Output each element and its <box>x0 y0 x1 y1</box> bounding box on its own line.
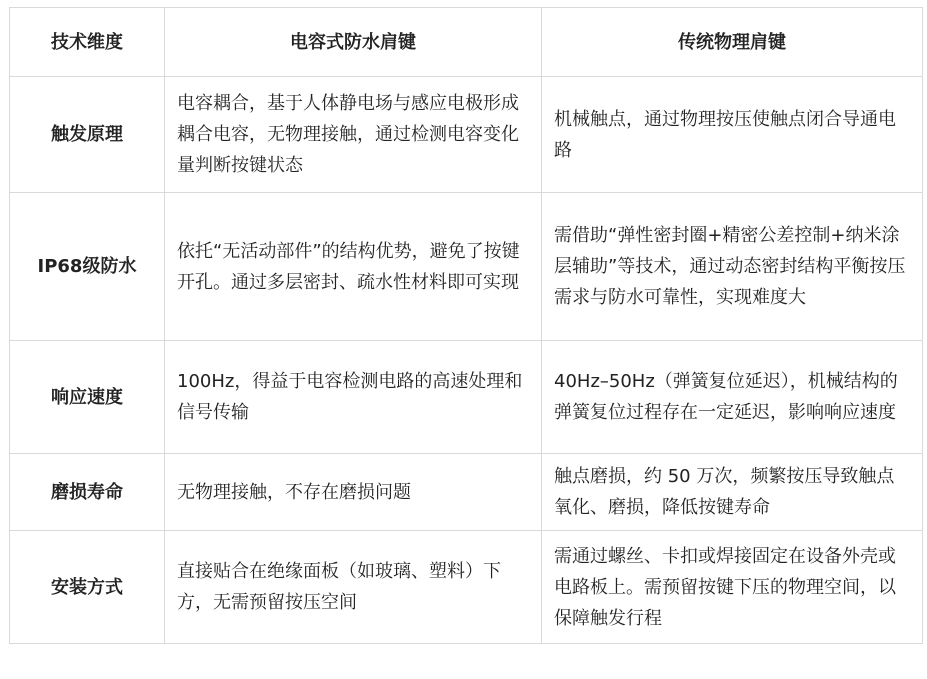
header-capacitive: 电容式防水肩键 <box>165 8 542 77</box>
table-header <box>10 8 923 77</box>
table-row <box>10 193 923 341</box>
traditional-cell: 40Hz–50Hz（弹簧复位延迟），机械结构的弹簧复位过程存在一定延迟，影响响应速度 <box>542 341 923 454</box>
table-row <box>10 531 923 644</box>
header-traditional: 传统物理肩键 <box>542 8 923 77</box>
traditional-cell: 机械触点，通过物理按压使触点闭合导通电路 <box>542 77 923 193</box>
dimension-cell: IP68级防水 <box>10 193 165 341</box>
table-row <box>10 341 923 454</box>
capacitive-cell: 直接贴合在绝缘面板（如玻璃、塑料）下方，无需预留按压空间 <box>165 531 542 644</box>
comparison-table-container <box>9 7 922 671</box>
dimension-cell: 触发原理 <box>10 77 165 193</box>
header-row <box>10 8 923 77</box>
capacitive-cell: 依托“无活动部件”的结构优势，避免了按键开孔。通过多层密封、疏水性材料即可实现 <box>165 193 542 341</box>
dimension-cell: 磨损寿命 <box>10 454 165 531</box>
dimension-cell: 响应速度 <box>10 341 165 454</box>
capacitive-cell: 无物理接触，不存在磨损问题 <box>165 454 542 531</box>
capacitive-cell: 100Hz，得益于电容检测电路的高速处理和信号传输 <box>165 341 542 454</box>
traditional-cell: 触点磨损，约 50 万次，频繁按压导致触点氧化、磨损，降低按键寿命 <box>542 454 923 531</box>
traditional-cell: 需借助“弹性密封圈+精密公差控制+纳米涂层辅助”等技术，通过动态密封结构平衡按压需求与防水可靠性，实现难度大 <box>542 193 923 341</box>
table-body <box>10 77 923 644</box>
traditional-cell: 需通过螺丝、卡扣或焊接固定在设备外壳或电路板上。需预留按键下压的物理空间，以保障触发行程 <box>542 531 923 644</box>
table-row <box>10 454 923 531</box>
header-dimension: 技术维度 <box>10 8 165 77</box>
dimension-cell: 安装方式 <box>10 531 165 644</box>
comparison-table <box>9 7 923 644</box>
capacitive-cell: 电容耦合，基于人体静电场与感应电极形成耦合电容，无物理接触，通过检测电容变化量判断按键状态 <box>165 77 542 193</box>
table-row <box>10 77 923 193</box>
